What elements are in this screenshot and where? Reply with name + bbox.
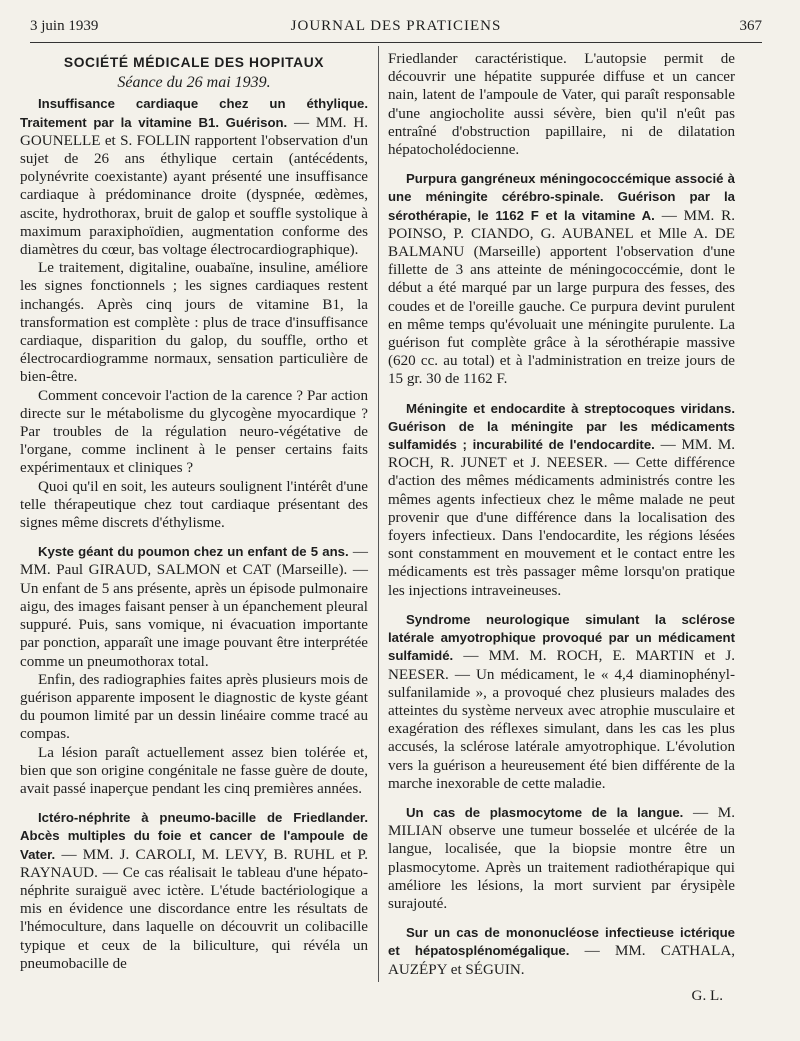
article-paragraph: Kyste géant du poumon chez un enfant de 5 ans. — MM. Paul GIRAUD, SALMON et CAT (Marseille). — Un enfant de 5 ans présente, après un épisode pulmonaire aigu, des images faisant penser à un épanchement pleural suppuré. Puis, sans vomique, ni évacuation importante par ponction, apparaît une image pouvant être interprétée comme un pneumothorax total.	[20, 544, 368, 670]
article-title: Purpura gangréneux méningococcémique associé à une méningite cérébro-spinale. Guérison par la sérothérapie, le 1162 F et la vitamine A.	[388, 171, 735, 223]
article-title: Ictéro-néphrite à pneumo-bacille de Friedlander. Abcès multiples du foie et cancer de l'ampoule de Vater.	[20, 810, 368, 862]
article-continuation: Friedlander caractéristique. L'autopsie permit de découvrir une hépatite suppurée diffuse et un cancer nain, latent de l'ampoule de Vater, qui paraît responsable d'une angiocholite aussi sévère, bien qu'il n'eût pas entraîné d'obstruction papillaire, ni de dilatation hépatocholédocienne.	[388, 51, 735, 159]
page-number: 367	[739, 18, 762, 34]
article-paragraph: Méningite et endocardite à streptocoques viridans. Guérison de la méningite par les médicaments sulfamidés ; incurabilité de l'endocardite. — MM. M. ROCH, R. JUNET et J. NEESER. — Cette différence d'action des mêmes médicaments administrés contre les mêmes agents infectieux chez le même malade ne peut provenir que d'une différence dans la localisation des foyers infectieux. Dans l'endocardite, les régions lésées sont constamment en mouvement et le contact entre les médicaments est très passager même lorsqu'on pratique les injections intraveineuses.	[388, 400, 736, 599]
left-column	[20, 50, 368, 973]
journal-title: JOURNAL DES PRATICIENS	[290, 18, 502, 34]
article-mononucleose	[388, 924, 735, 979]
article-title: Un cas de plasmocytome de la langue.	[406, 804, 684, 820]
article-paragraph: Comment concevoir l'action de la carence ? Par action directe sur le métabolisme du glycogène myocardique ? Par troubles de la régulation neuro-végétative de l'organe, comme inclinent à le penser certains faits expérimentaux et cliniques ?	[20, 387, 368, 477]
article-title: Méningite et endocardite à streptocoques viridans. Guérison de la méningite par les médicaments sulfamidés ; incurabilité de l'endocardite.	[388, 400, 735, 453]
section-title: SOCIÉTÉ MÉDICALE DES HOPITAUX	[63, 55, 325, 70]
article-meningite-endocardite	[388, 400, 735, 600]
article-title: Kyste géant du poumon chez un enfant de 5 ans.	[38, 544, 349, 560]
article-kyste-geant	[20, 543, 368, 798]
article-plasmocytome	[388, 804, 735, 913]
article-title: Syndrome neurologique simulant la sclérose latérale amyotrophique provoqué par un médicament sulfamidé.	[388, 611, 735, 664]
article-paragraph: Quoi qu'il en soit, les auteurs soulignent l'intérêt d'une telle thérapeutique chez tout cardiaque présentant des signes même discrets d'éthylisme.	[20, 478, 368, 532]
issue-date: 3 juin 1939	[30, 18, 99, 34]
article-title: Insuffisance cardiaque chez un éthylique. Traitement par la vitamine B1. Guérison.	[20, 96, 368, 130]
article-paragraph: Enfin, des radiographies faites après plusieurs mois de guérison apparente imposent le diagnostic de kyste géant du poumon limité par un dessin linéaire comme tracé au compas.	[20, 671, 368, 743]
article-purpura	[388, 170, 735, 388]
article-paragraph: Sur un cas de mononucléose infectieuse ictérique et hépatosplénomégalique. — MM. CATHALA, AUZÉPY et SÉGUIN.	[388, 925, 735, 978]
article-ictero-nephrite	[20, 809, 368, 973]
article-paragraph: Insuffisance cardiaque chez un éthylique. Traitement par la vitamine B1. Guérison. — MM. H. GOUNELLE et S. FOLLIN rapportent l'observation d'un sujet de 26 ans éthylique certain (antécédents, polynévrite coexistante) ayant présenté une insuffisance cardiaque à prédominance droite (dyspnée, œdèmes, ascite, hydrothorax, bruit de galop et souffle systolique à maximum paraxiphoïdien, augmentation conforme des diamètres du cœur, bas voltage électrocardiographique).	[20, 96, 368, 259]
article-paragraph: La lésion paraît actuellement assez bien tolérée et, bien que son origine congénitale ne fasse guère de doute, avait passé inaperçue pendant les cinq premières années.	[20, 744, 368, 797]
article-syndrome-neurologique	[388, 611, 735, 793]
article-paragraph: Ictéro-néphrite à pneumo-bacille de Friedlander. Abcès multiples du foie et cancer de l'ampoule de Vater. — MM. J. CAROLI, M. LEVY, B. RUHL et P. RAYNAUD. — Ce cas réalisait le tableau d'une hépato-néphrite suraiguë avec ictère. L'étude bactériologique a mis en évidence une discordance entre les résultats de l'hémoculture, dans laquelle on découvrit un colibacille typique et ceux de la biliculture, qui révéla un pneumobacille de	[20, 810, 368, 972]
page-header	[30, 14, 762, 43]
article-paragraph: Syndrome neurologique simulant la sclérose latérale amyotrophique provoqué par un médicament sulfamidé. — MM. M. ROCH, E. MARTIN et J. NEESER. — Un médicament, le « 4,4 diaminophényl-sulfanilamide », a provoqué chez plusieurs malades des atteintes du système nerveux avec atrophie musculaire et exagération des réflexes simulant, dans les cas les plus accusés, la sclérose latérale amyotrophique. L'évolution vers la guérison a heureusement été bien différente de la marche inexorable de cette maladie.	[388, 611, 735, 792]
article-insuffisance-cardiaque	[20, 95, 368, 532]
article-title: Sur un cas de mononucléose infectieuse ictérique et hépatosplénomégalique.	[388, 925, 735, 959]
right-column	[388, 50, 735, 1005]
article-paragraph: Un cas de plasmocytome de la langue. — M. MILIAN observe une tumeur bosselée et ulcérée de la langue, localisée, que la biopsie montre être un plasmocytome. Après un traitement radiothérapique qui améliore les lésions, la mort survient par érysipèle surajouté.	[388, 804, 735, 912]
article-paragraph: Purpura gangréneux méningococcémique associé à une méningite cérébro-spinale. Guérison par la sérothérapie, le 1162 F et la vitamine A. — MM. R. POINSO, P. CIANDO, G. AUBANEL et Mlle A. DE BALMANU (Marseille) apportent l'observation d'une fillette de 3 ans atteinte de méningococcémie, dont le début a été marqué par un large purpura des fesses, des coudes et de l'oreille gauche. Ce purpura devint purulent en même temps qu'évoluait une méningite purulente. La guérison fut complète grâce à la sérothérapie massive (620 cc. au total) et à l'administration en treize jours de 15 gr. 30 de 1162 F.	[388, 171, 735, 388]
column-divider	[378, 46, 379, 982]
author-signature: G. L.	[691, 987, 723, 1004]
session-date: Séance du 26 mai 1939.	[117, 74, 271, 92]
article-paragraph: Le traitement, digitaline, ouabaïne, insuline, améliore les signes fonctionnels ; les signes cardiaques restent inchangés. Après cinq jours de vitamine B1, la transformation est complète : plus de trace d'insuffisance cardiaque, disparition du galop, du souffle, ortho et électrocardiogramme normaux, sensation particulière de bien-être.	[20, 260, 368, 386]
